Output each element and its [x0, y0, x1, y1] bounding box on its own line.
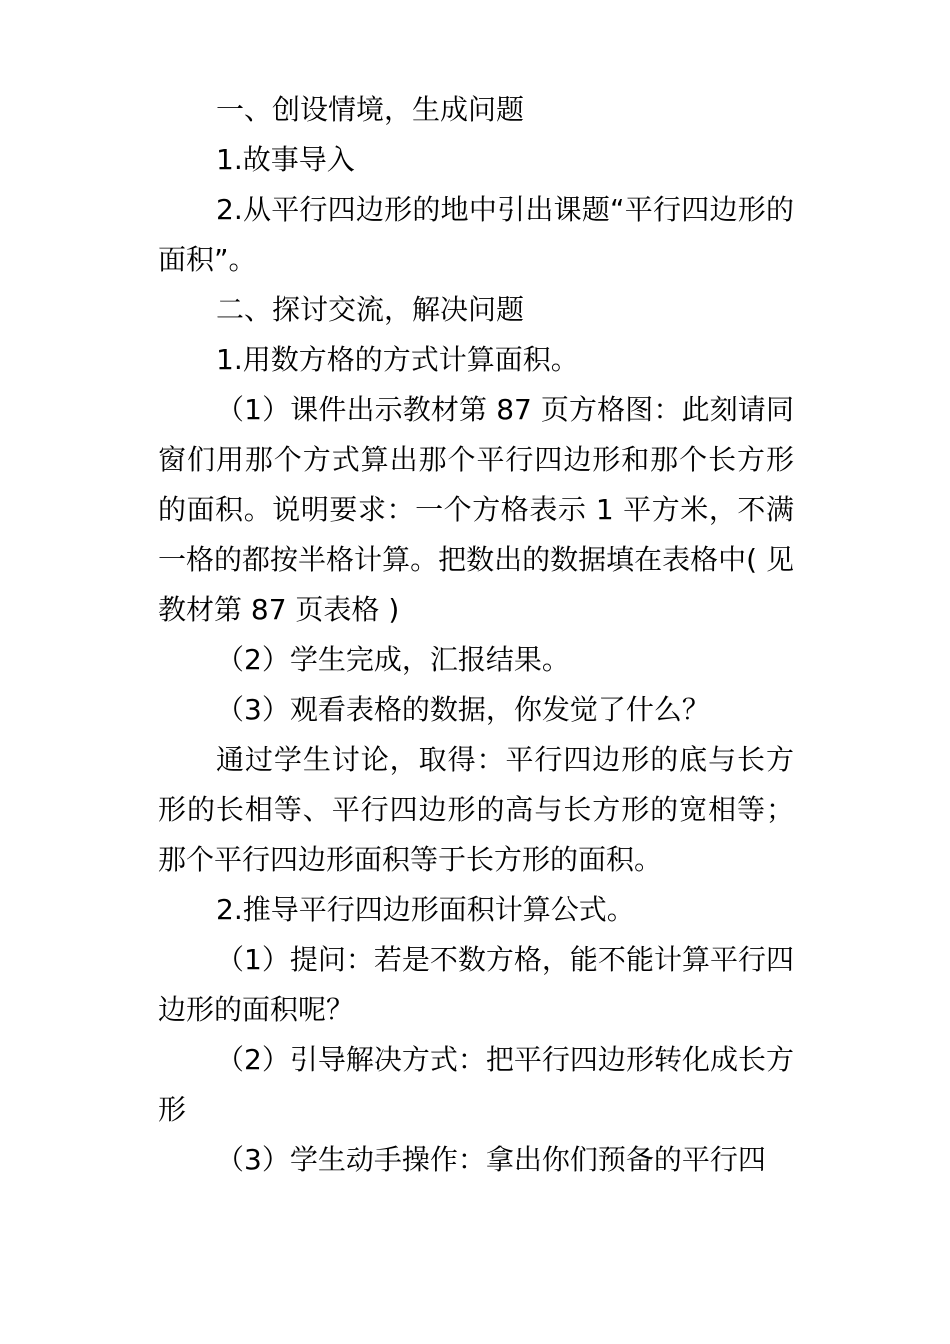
paragraph: 1.故事导入 [216, 143, 355, 176]
section-heading-2: 二、探讨交流，解决问题 [216, 293, 525, 326]
paragraph: 2.从平行四边形的地中引出课题“平行四边形的面积”。 [158, 193, 794, 276]
paragraph: 通过学生讨论，取得：平行四边形的底与长方形的长相等、平行四边形的高与长方形的宽相等；那个平行四边形面积等于长方形的面积。 [158, 743, 794, 876]
paragraph: 2.推导平行四边形面积计算公式。 [216, 893, 635, 926]
paragraph: （3）学生动手操作：拿出你们预备的平行四 [216, 1143, 766, 1176]
paragraph: （1）课件出示教材第 87 页方格图：此刻请同窗们用那个方式算出那个平行四边形和那个长方形的面积。说明要求：一个方格表示 1 平方米，不满一格的都按半格计算。把数出的数据填在表格中( 见教材第 87 页表格 ) [158, 393, 794, 626]
paragraph: 1.用数方格的方式计算面积。 [216, 343, 579, 376]
paragraph: （2）引导解决方式：把平行四边形转化成长方形 [158, 1043, 794, 1126]
section-heading-1: 一、创设情境，生成问题 [216, 93, 525, 126]
paragraph: （2）学生完成，汇报结果。 [216, 643, 570, 676]
document-body [158, 85, 794, 1185]
paragraph: （3）观看表格的数据，你发觉了什么？ [216, 693, 710, 726]
paragraph: （1）提问：若是不数方格，能不能计算平行四边形的面积呢？ [158, 943, 794, 1026]
